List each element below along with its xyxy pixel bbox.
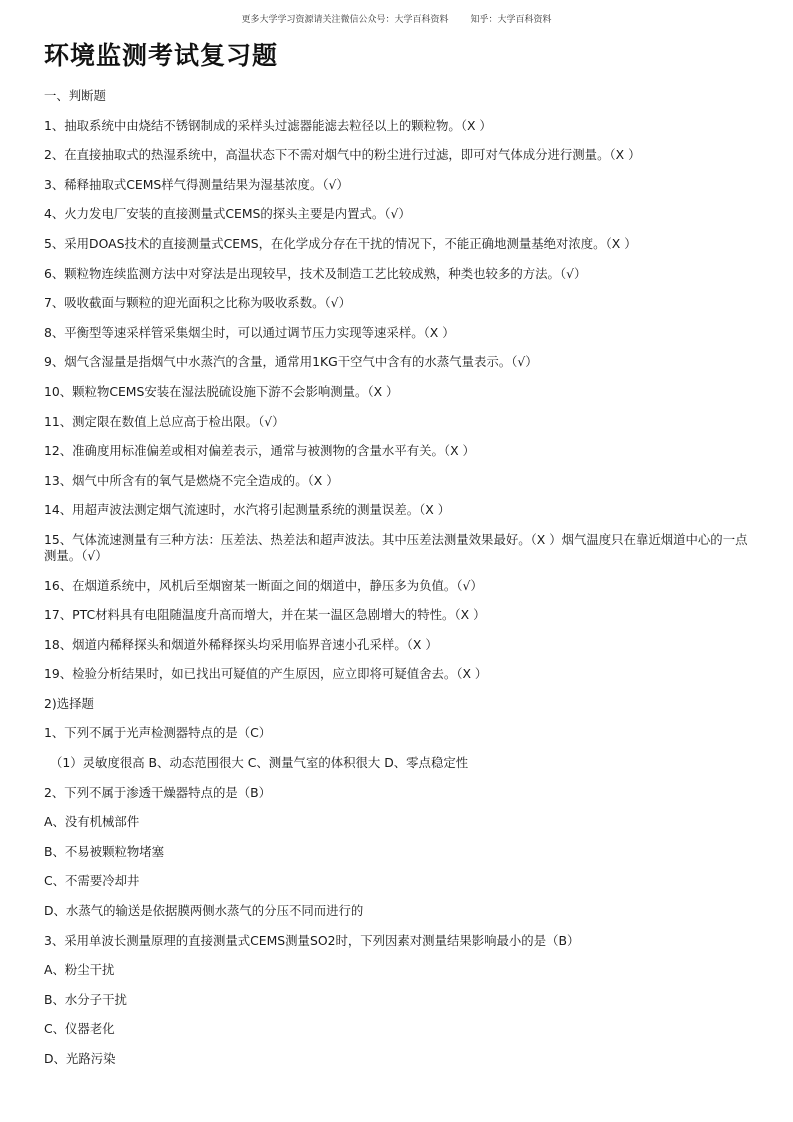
- option-line: A、没有机械部件: [44, 814, 140, 830]
- question-line: 18、烟道内稀释探头和烟道外稀释探头均采用临界音速小孔采样。（X ）: [44, 636, 438, 652]
- question-line: 11、测定限在数值上总应高于检出限。（√）: [44, 413, 285, 429]
- option-line: C、仪器老化: [44, 1021, 115, 1037]
- option-line: D、水蒸气的输送是依据膜两侧水蒸气的分压不同而进行的: [44, 903, 364, 919]
- section-heading: 一、判断题: [44, 88, 106, 103]
- question-line: 14、用超声波法测定烟气流速时，水汽将引起测量系统的测量误差。（X ）: [44, 502, 451, 518]
- option-line: A、粉尘干扰: [44, 962, 115, 978]
- option-line: B、水分子干扰: [44, 991, 127, 1007]
- option-line: C、不需要冷却井: [44, 873, 140, 889]
- question-line: 10、颗粒物CEMS安装在湿法脱硫设施下游不会影响测量。（X ）: [44, 383, 399, 399]
- question-line: 3、采用单波长测量原理的直接测量式CEMS测量SO2时，下列因素对测量结果影响最小的是（B）: [44, 932, 580, 948]
- question-list: [44, 88, 756, 1081]
- section-heading: 2)选择题: [44, 695, 94, 711]
- option-line: B、不易被颗粒物堵塞: [44, 843, 165, 859]
- question-line: 3、稀释抽取式CEMS样气得测量结果为湿基浓度。（√）: [44, 176, 349, 192]
- question-line: 9、烟气含湿量是指烟气中水蒸汽的含量，通常用1KG干空气中含有的水蒸气量表示。（√）: [44, 354, 538, 370]
- question-line: 12、准确度用标准偏差或相对偏差表示，通常与被测物的含量水平有关。（X ）: [44, 443, 475, 459]
- option-line: D、光路污染: [44, 1051, 116, 1066]
- question-line: 5、采用DOAS技术的直接测量式CEMS，在化学成分存在干扰的情况下，不能正确地测量基绝对浓度。（X ）: [44, 235, 637, 251]
- question-line: 15、气体流速测量有三种方法：压差法、热差法和超声波法。其中压差法测量效果最好。（X ）烟气温度只在靠近烟道中心的一点测量。（√）: [44, 531, 748, 563]
- question-line: 1、抽取系统中由烧结不锈钢制成的采样头过滤器能滤去粒径以上的颗粒物。（X ）: [44, 117, 492, 133]
- question-line: 2、在直接抽取式的热湿系统中，高温状态下不需对烟气中的粉尘进行过滤，即可对气体成分进行测量。（X ）: [44, 147, 641, 163]
- header-note-right: 知乎：大学百科资料: [470, 15, 552, 25]
- question-line: 4、火力发电厂安装的直接测量式CEMS的探头主要是内置式。（√）: [44, 206, 411, 222]
- question-line: 8、平衡型等速采样管采集烟尘时，可以通过调节压力实现等速采样。（X ）: [44, 324, 455, 340]
- question-line: 13、烟气中所含有的氧气是燃烧不完全造成的。（X ）: [44, 472, 339, 488]
- option-line: （1）灵敏度很高 B、动态范围很大 C、测量气室的体积很大 D、零点稳定性: [50, 755, 469, 771]
- question-line: 16、在烟道系统中，风机后至烟窗某一断面之间的烟道中，静压多为负值。（√）: [44, 577, 483, 593]
- question-line: 6、颗粒物连续监测方法中对穿法是出现较早，技术及制造工艺比较成熟，种类也较多的方法。（√）: [44, 265, 587, 281]
- header-note: [0, 12, 793, 25]
- header-note-left: 更多大学学习资源请关注微信公众号：大学百科资料: [241, 15, 449, 25]
- question-line: 7、吸收截面与颗粒的迎光面积之比称为吸收系数。（√）: [44, 295, 351, 311]
- document-title: 环境监测考试复习题: [44, 41, 279, 70]
- question-line: 19、检验分析结果时，如已找出可疑值的产生原因，应立即将可疑值舍去。（X ）: [44, 666, 488, 682]
- question-line: 17、PTC材料具有电阻随温度升高而增大，并在某一温区急剧增大的特性。（X ）: [44, 607, 486, 623]
- question-line: 1、下列不属于光声检测器特点的是（C）: [44, 725, 272, 741]
- question-line: 2、下列不属于渗透干燥器特点的是（B）: [44, 784, 272, 800]
